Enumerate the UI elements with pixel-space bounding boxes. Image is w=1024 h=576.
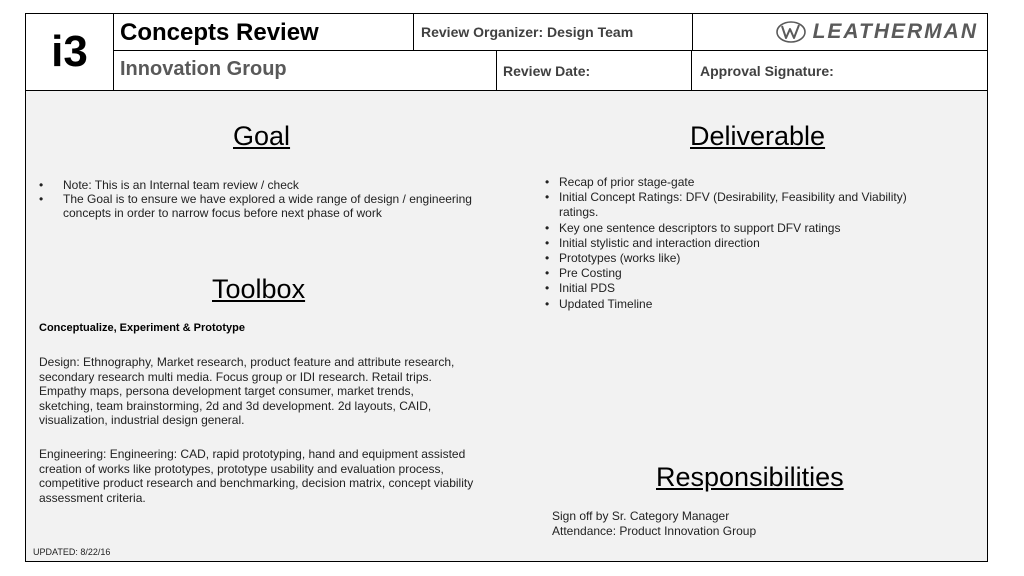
deliverable-bullet: • Initial Concept Ratings: DFV (Desirability, Feasibility and Viability) ratings. <box>545 190 945 220</box>
deliverable-bullet-list <box>545 175 945 312</box>
leatherman-emblem-icon <box>775 20 807 44</box>
goal-bullet: • Note: This is an Internal team review / check <box>39 178 509 192</box>
review-organizer: Review Organizer: Design Team <box>414 14 692 51</box>
goal-bullet-list <box>39 178 509 220</box>
toolbox-heading: Toolbox <box>212 274 306 304</box>
toolbox-subheading: Conceptualize, Experiment & Prototype <box>39 322 245 334</box>
i3-logo: i3 <box>26 14 114 90</box>
toolbox-engineering-text: Engineering: Engineering: CAD, rapid prototyping, hand and equipment assisted creation of works like prototypes, prototype usability and evaluation process, competitive product research and benchmarking, decision matrix, concept viability assessment criteria. <box>39 447 474 505</box>
deliverable-heading: Deliverable <box>690 121 826 151</box>
deliverable-bullet: • Recap of prior stage-gate <box>545 175 945 190</box>
goal-bullet: • The Goal is to ensure we have explored a wide range of design / engineering concepts in order to narrow focus before next phase of work <box>39 192 509 220</box>
toolbox-design-text: Design: Ethnography, Market research, product feature and attribute research, secondary research multi media. Focus group or IDI research. Retail trips. Empathy maps, persona development target consumer, market trends, sketching, team brainstorming, 2d and 3d development. 2d layouts, CAID, visualization, industrial design general. <box>39 355 455 427</box>
deliverable-bullet: • Pre Costing <box>545 266 945 281</box>
responsibility-line: Sign off by Sr. Category Manager <box>552 509 730 523</box>
goal-heading: Goal <box>233 121 291 151</box>
brand-logo <box>692 14 988 51</box>
deliverable-bullet: • Initial stylistic and interaction direction <box>545 236 945 251</box>
responsibilities-heading: Responsibilities <box>656 462 844 492</box>
page-title: Concepts Review <box>114 14 414 51</box>
deliverable-bullet: • Prototypes (works like) <box>545 251 945 266</box>
brand-name: LEATHERMAN <box>812 20 978 43</box>
responsibility-line: Attendance: Product Innovation Group <box>552 524 757 538</box>
deliverable-bullet: • Key one sentence descriptors to support DFV ratings <box>545 221 945 236</box>
updated-date: UPDATED: 8/22/16 <box>33 547 111 557</box>
page-subtitle: Innovation Group <box>120 58 287 80</box>
deliverable-bullet: • Updated Timeline <box>545 297 945 312</box>
header-table <box>25 13 988 91</box>
deliverable-bullet: • Initial PDS <box>545 281 945 296</box>
approval-signature-field: Approval Signature: <box>700 63 834 79</box>
review-date-field: Review Date: <box>496 51 692 91</box>
